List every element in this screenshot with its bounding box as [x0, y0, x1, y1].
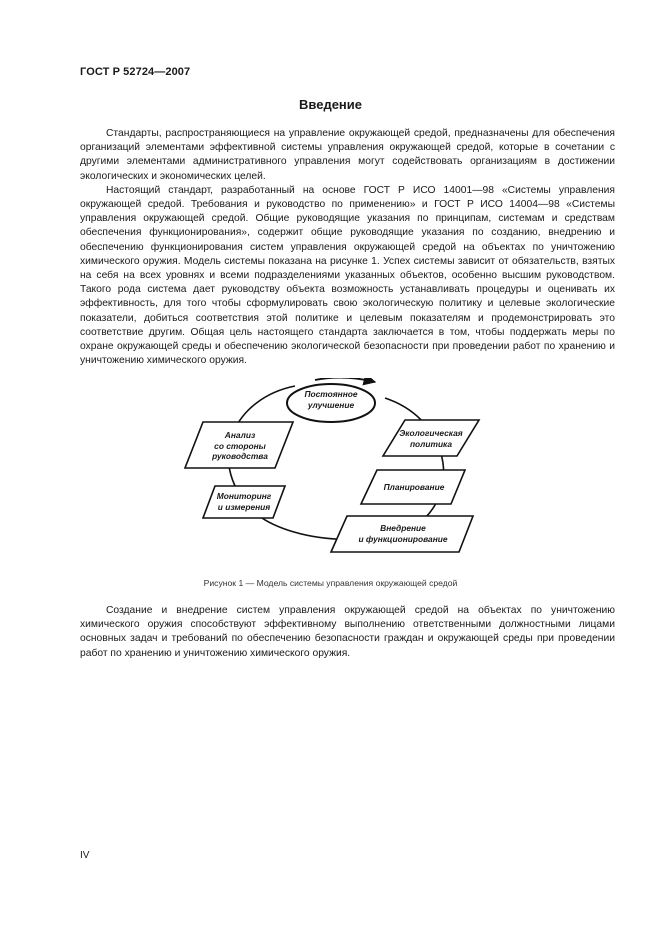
intro-text — [80, 127, 615, 368]
section-title: Введение — [299, 97, 362, 112]
page-number: IV — [80, 850, 90, 861]
document-code-header: ГОСТ Р 52724—2007 — [80, 66, 191, 78]
closing-text — [80, 604, 615, 661]
paragraph-1: Стандарты, распространяющиеся на управление окружающей средой, предназначены для обеспечения организаций элементами эффективной системы управления окружающей средой, которые в сочетании с другими элементами административного управления могут содействовать организациям в достижении экологических и экономических целей. — [80, 128, 615, 182]
implementation-label: Внедрение и функционирование — [358, 523, 448, 544]
monitoring-label: Мониторинг и измерения — [216, 491, 272, 512]
planning-label: Планирование — [383, 482, 445, 492]
cycle-arrow — [315, 378, 375, 382]
paragraph-2: Настоящий стандарт, разработанный на основе ГОСТ Р ИСО 14001—98 «Системы управления окружающей средой. Требования и руководство по применению» и ГОСТ Р ИСО 14004—98 «Системы управления окружающей средой. Общие руководящие указания по принципам, системам и средствам обеспечения функционирования», содержит общие руководящие указания по созданию, внедрению и обеспечению функционирования систем управления окружающей средой на объектах по уничтожению химического оружия. Модель системы показана на рисунке 1. Успех системы зависит от обязательств, взятых на себя на всех уровнях и всеми подразделениями указанных объектов, особенно высшим руководством. Такого рода система дает руководству объекта возможность устанавливать процедуры и оценивать их эффективность, для того чтобы сформулировать свою экологическую политику и целевые экологические показатели, добиться соответствия этой политике и целевым показателям и продемонстрировать это соответствие другим. Общая цель настоящего стандарта заключается в том, чтобы поддержать меры по охране окружающей среды и обеспечению экологической безопасности при проведении работ по хранению и уничтожению химического оружия. — [80, 184, 615, 367]
policy-label: Экологическая политика — [399, 428, 463, 449]
improvement-label: Постоянное улучшение — [304, 389, 358, 410]
ems-model-figure — [175, 378, 485, 558]
analysis-label: Анализ со стороны руководства — [212, 430, 268, 461]
figure-caption: Рисунок 1 — Модель системы управления окружающей средой — [203, 578, 458, 588]
paragraph-3: Создание и внедрение систем управления окружающей средой на объектах по уничтожению химического оружия способствуют эффективному выполнению ответственными должностными лицами основных задач и требований по обеспечению безопасности граждан и окружающей среды при проведении работ по хранению и уничтожению химического оружия. — [80, 605, 615, 659]
